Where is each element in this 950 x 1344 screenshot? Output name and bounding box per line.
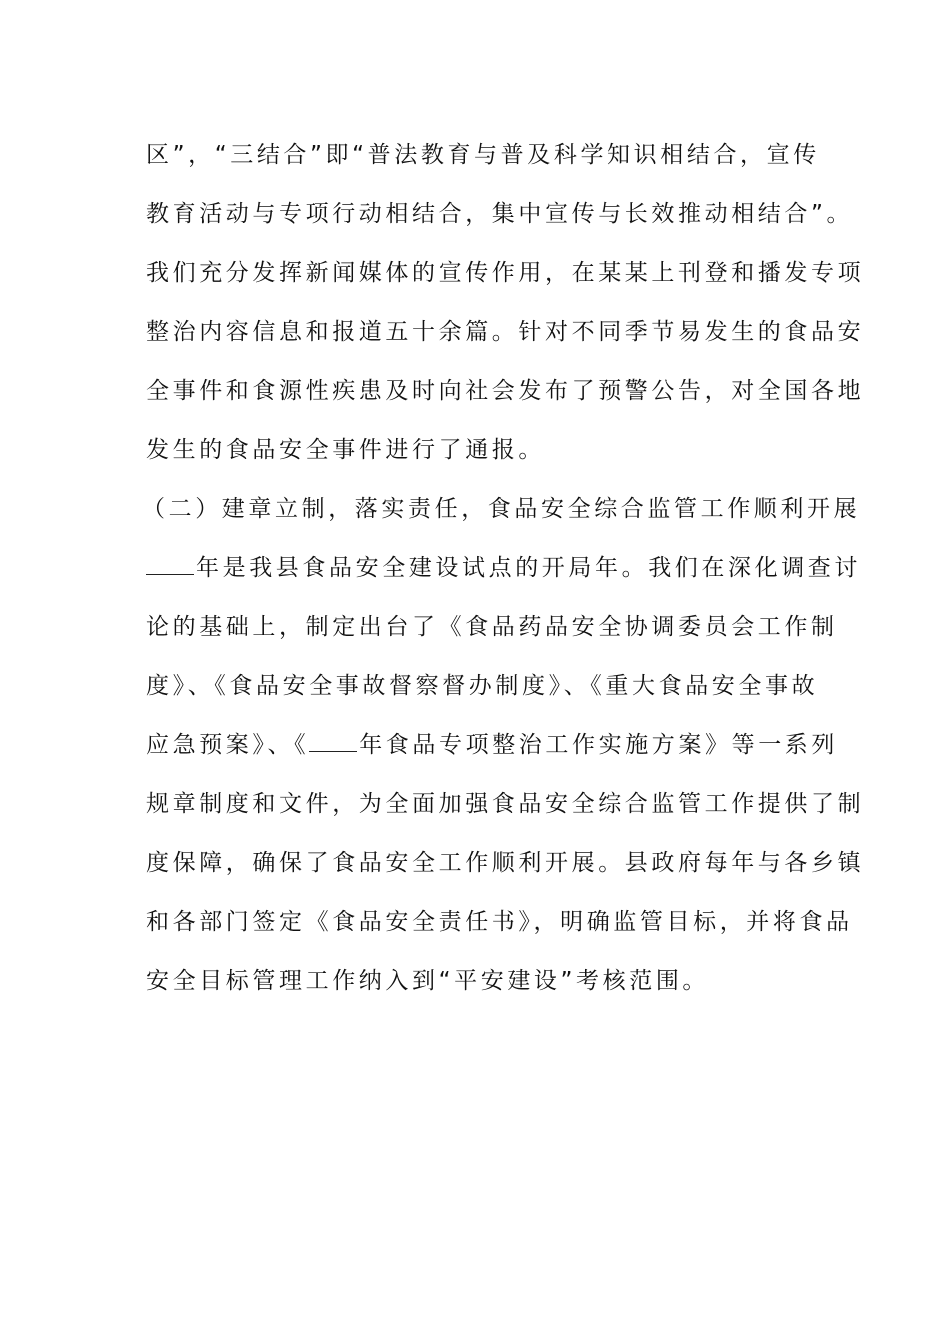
paragraph-2-line-7: 和各部门签定《食品安全责任书》，明确监管目标，并将食品 <box>146 909 853 935</box>
paragraph-2-line-3: 度》、《食品安全事故督察督办制度》、《重大食品安全事故 <box>146 673 819 699</box>
paragraph-2-line-4 <box>146 716 839 775</box>
paragraph-2-line-6: 度保障，确保了食品安全工作顺利开展。县政府每年与各乡镇 <box>146 850 865 876</box>
paragraph-1-line-3: 我们充分发挥新闻媒体的宣传作用，在某某上刊登和播发专项 <box>146 260 865 286</box>
paragraph-2-line-8: 安全目标管理工作纳入到“平安建设”考核范围。 <box>146 968 710 994</box>
paragraph-1-line-2: 教育活动与专项行动相结合，集中宣传与长效推动相结合”。 <box>146 201 854 227</box>
paragraph-1-line-6: 发生的食品安全事件进行了通报。 <box>146 437 545 463</box>
paragraph-2-line-4-prefix: 应急预案》、《 <box>146 732 310 758</box>
paragraph-1-line-5: 全事件和食源性疾患及时向社会发布了预警公告，对全国各地 <box>146 378 865 404</box>
document-body <box>142 126 865 1011</box>
paragraph-1-line-4: 整治内容信息和报道五十余篇。针对不同季节易发生的食品安 <box>146 319 865 345</box>
paragraph-2-line-5: 规章制度和文件，为全面加强食品安全综合监管工作提供了制 <box>146 791 865 817</box>
section-heading: （二）建章立制，落实责任，食品安全综合监管工作顺利开展 <box>142 496 861 522</box>
year-blank-2 <box>309 729 357 752</box>
paragraph-2-line-1-text: 年是我县食品安全建设试点的开局年。我们在深化调查讨 <box>196 555 861 581</box>
paragraph-1-line-1: 区”，“三结合”即“普法教育与普及科学知识相结合，宣传 <box>146 142 820 168</box>
paragraph-2-line-1 <box>146 539 861 598</box>
paragraph-2-line-2: 论的基础上，制定出台了《食品药品安全协调委员会工作制 <box>146 614 838 640</box>
paragraph-2-line-4-suffix: 年食品专项整治工作实施方案》等一系列 <box>359 732 839 758</box>
year-blank-1 <box>146 552 194 575</box>
